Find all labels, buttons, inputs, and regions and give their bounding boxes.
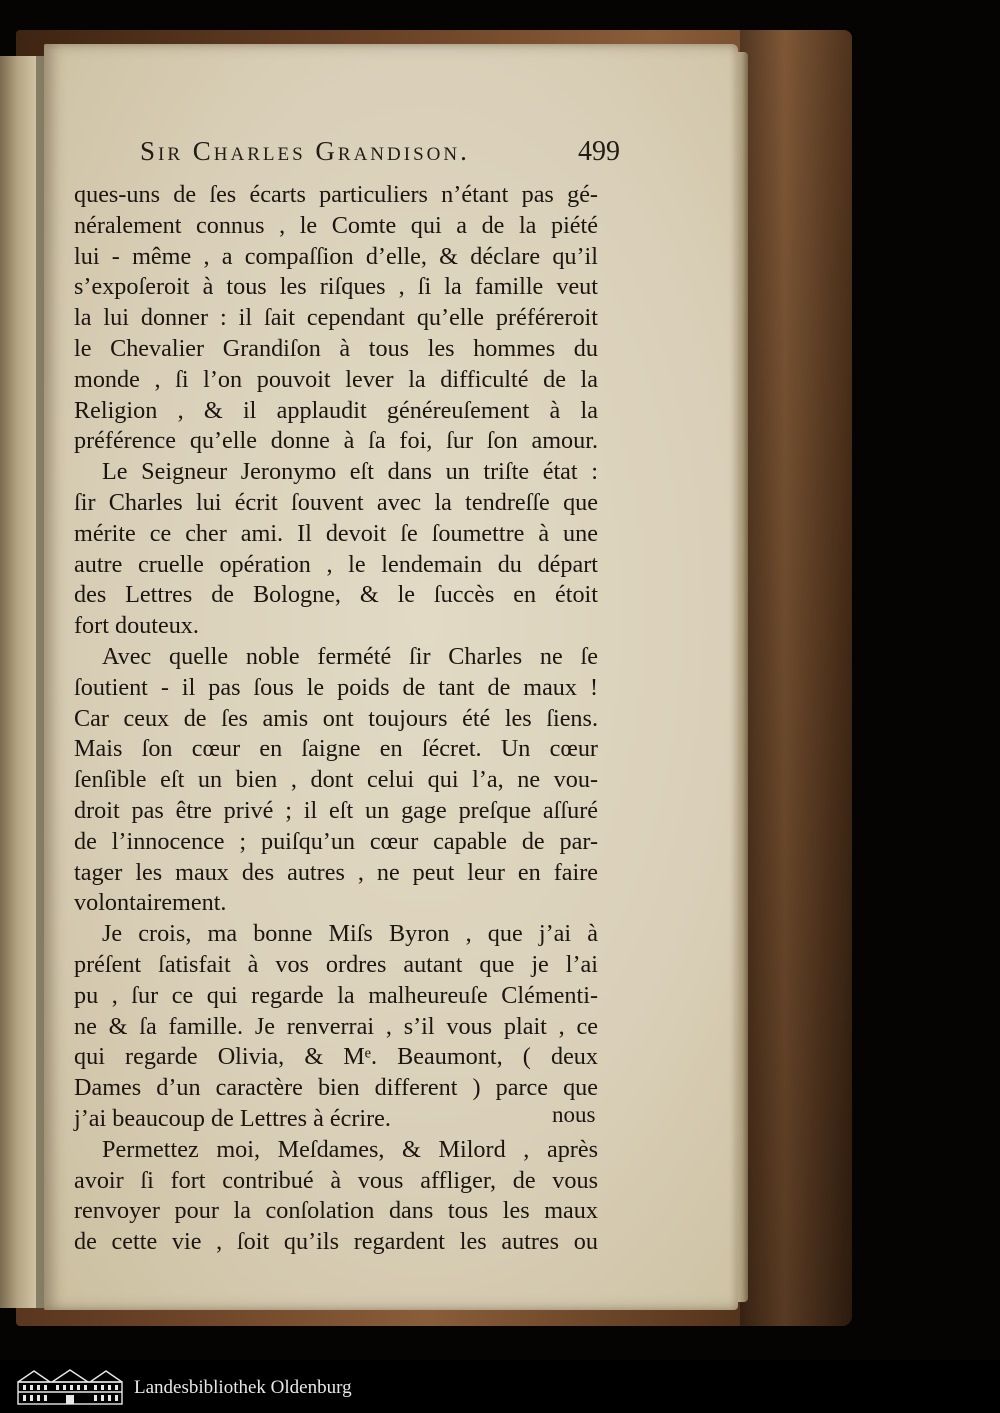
text-line: Mais ſon cœur en ſaigne en ſécret. Un cœur bbox=[74, 735, 598, 763]
text-line: Religion , & il applaudit généreuſement à la bbox=[74, 396, 598, 424]
text-line: s’expoſeroit à tous les riſques , ſi la famille veut bbox=[74, 273, 598, 301]
text-line: mérite ce cher ami. Il devoit ſe ſoumettre à une bbox=[74, 519, 598, 547]
paragraph-start-line: Le Seigneur Jeronymo eſt dans un triſte état : bbox=[102, 458, 598, 486]
text-line: pu , ſur ce qui regarde la malheureuſe Clémenti- bbox=[74, 981, 598, 1009]
paragraph-start-line: Je crois, ma bonne Miſs Byron , que j’ai à bbox=[102, 920, 598, 948]
text-line: tager les maux des autres , ne peut leur en faire bbox=[74, 858, 598, 886]
text-line: qui regarde Olivia, & Mᵉ. Beaumont, ( deux bbox=[74, 1043, 598, 1071]
catchword: nous bbox=[552, 1102, 596, 1127]
text-line: lui - même , a compaſſion d’elle, & déclare qu’il bbox=[74, 242, 598, 270]
text-line: volontairement. bbox=[74, 889, 227, 917]
paragraph-start-line: Avec quelle noble fermété ſir Charles ne ſe bbox=[102, 642, 598, 670]
text-line: de l’innocence ; puiſqu’un cœur capable de par- bbox=[74, 827, 598, 855]
text-line: le Chevalier Grandiſon à tous les hommes du bbox=[74, 334, 598, 362]
running-head-title: Sir Charles Grandison. bbox=[140, 136, 470, 166]
text-line: Car ceux de ſes amis ont toujours été les ſiens. bbox=[74, 704, 598, 732]
text-line: préſent ſatisfait à vos ordres autant que je l’ai bbox=[74, 950, 598, 978]
text-line: renvoyer pour la conſolation dans tous les maux bbox=[74, 1197, 598, 1225]
text-line: la lui donner : il ſait cependant qu’elle préféreroit bbox=[74, 304, 598, 332]
text-line: préférence qu’elle donne à ſa foi, ſur ſon amour. bbox=[74, 427, 598, 455]
text-line: fort douteux. bbox=[74, 612, 199, 640]
cover-fold bbox=[740, 30, 852, 1326]
text-line: droit pas être privé ; il eſt un gage preſque aſſuré bbox=[74, 796, 598, 824]
footer-bar bbox=[0, 1360, 1000, 1413]
text-line: ſir Charles lui écrit ſouvent avec la tendreſſe que bbox=[74, 488, 598, 516]
text-line: ques-uns de ſes écarts particuliers n’étant pas gé- bbox=[74, 181, 598, 208]
text-line: Dames d’un caractère bien different ) parce que bbox=[74, 1074, 598, 1102]
text-line: avoir ſi fort contribué à vous affliger, de vous bbox=[74, 1166, 598, 1194]
text-line: monde , ſi l’on pouvoit lever la difficulté de la bbox=[74, 365, 598, 393]
text-line: ſenſible eſt un bien , dont celui qui l’a, ne vou- bbox=[74, 766, 598, 794]
page-body-text bbox=[74, 180, 598, 1258]
library-name[interactable]: Landesbibliothek Oldenburg bbox=[134, 1377, 352, 1398]
text-line: ne & ſa famille. Je renverrai , s’il vous plait , ce bbox=[74, 1012, 598, 1040]
text-line: de cette vie , ſoit qu’ils regardent les autres ou bbox=[74, 1228, 598, 1256]
text-line: j’ai beaucoup de Lettres à écrire. bbox=[74, 1104, 391, 1132]
page-number: 499 bbox=[578, 136, 620, 167]
running-head bbox=[140, 136, 620, 176]
text-line: autre cruelle opération , le lendemain du départ bbox=[74, 550, 598, 578]
text-line: néralement connus , le Comte qui a de la piété bbox=[74, 211, 598, 239]
library-building-icon bbox=[16, 1368, 124, 1406]
paragraph-start-line: Permettez moi, Meſdames, & Milord , après bbox=[102, 1135, 598, 1163]
text-line: des Lettres de Bologne, & le ſuccès en étoit bbox=[74, 581, 598, 609]
text-line: ſoutient - il pas ſous le poids de tant de maux ! bbox=[74, 673, 598, 701]
